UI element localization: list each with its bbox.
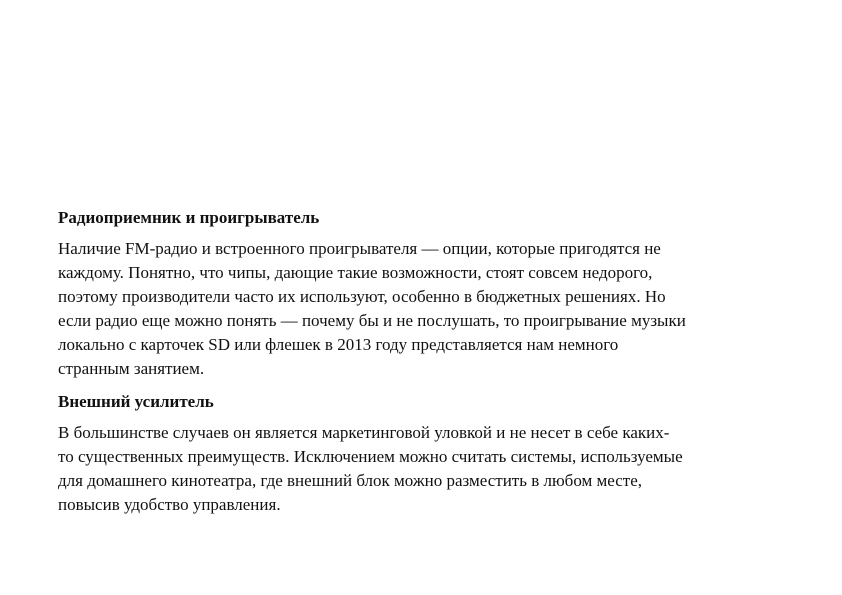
section-heading-external-amplifier: Внешний усилитель (58, 392, 214, 411)
paragraph-line: В большинстве случаев он является маркетинговой уловкой и не несет в себе каких- (58, 423, 670, 442)
section-paragraph-radio-player (58, 237, 798, 381)
section-heading-radio-player: Радиоприемник и проигрыватель (58, 208, 320, 227)
paragraph-line: если радио еще можно понять — почему бы и не послушать, то проигрывание музыки (58, 311, 686, 330)
paragraph-line: поэтому производители часто их используют, особенно в бюджетных решениях. Но (58, 287, 666, 306)
paragraph-line: Наличие FM-радио и встроенного проигрывателя — опции, которые пригодятся не (58, 239, 661, 258)
paragraph-line: локально с карточек SD или флешек в 2013 году представляется нам немного (58, 335, 619, 354)
paragraph-line: странным занятием. (58, 359, 205, 378)
document-page (58, 207, 798, 527)
paragraph-line: то существенных преимуществ. Исключением можно считать системы, используемые (58, 447, 683, 466)
paragraph-line: каждому. Понятно, что чипы, дающие такие возможности, стоят совсем недорого, (58, 263, 653, 282)
paragraph-line: повысив удобство управления. (58, 495, 281, 514)
section-external-amplifier (58, 391, 798, 517)
section-paragraph-external-amplifier (58, 421, 798, 517)
paragraph-line: для домашнего кинотеатра, где внешний блок можно разместить в любом месте, (58, 471, 643, 490)
section-radio-player (58, 207, 798, 381)
